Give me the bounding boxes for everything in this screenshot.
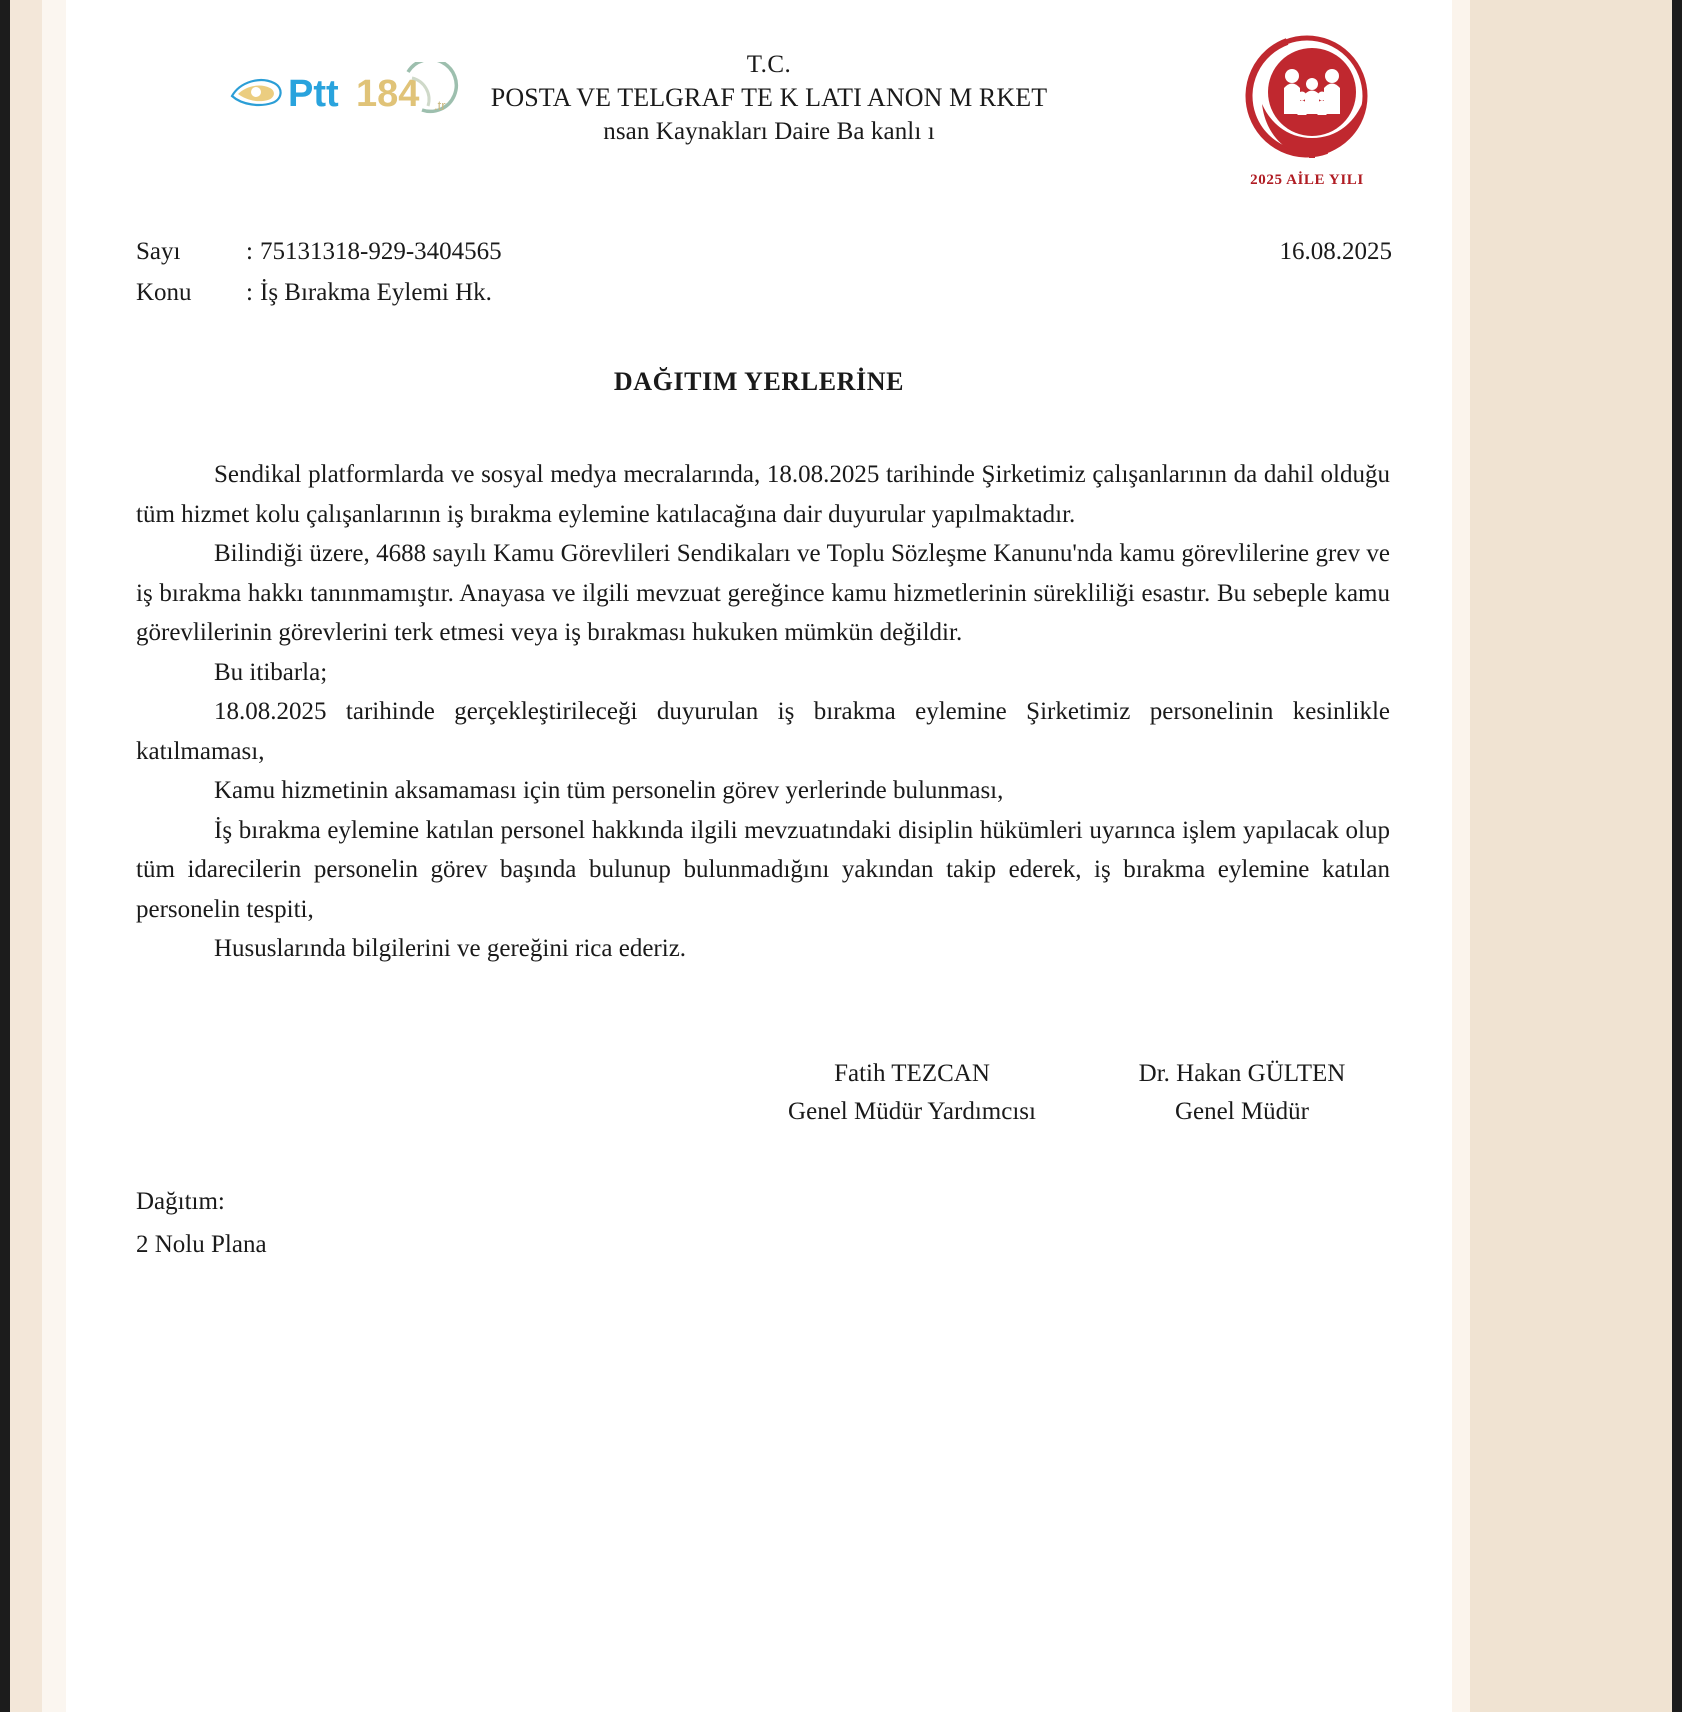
document-date: 16.08.2025 [1279,238,1392,265]
body-paragraph: 18.08.2025 tarihinde gerçekleştirileceği duyurulan iş bırakma eylemine Şirketimiz personelinin kesinlikle katılmaması, [136,698,1390,765]
signature-deputy [732,1055,1092,1133]
document-page [66,0,1452,1712]
distribution-label: Dağıtım: [136,1188,225,1215]
distribution-block [106,1180,1412,1266]
body-paragraph: Bilindiği üzere, 4688 sayılı Kamu Görevlileri Sendikaları ve Toplu Sözleşme Kanunu'nda kamu görevlilerine grev ve iş bırakma hakkı tanınmamıştır. Anayasa ve ilgili mevzuat gereğince kamu hizmetlerinin sürekliliği esastır. Bu sebeple kamu görevlilerinin görevlerini terk etmesi veya iş bırakması hukuken mümkün değildir. [136,540,1390,646]
document-meta [106,232,1412,313]
konu-label: Konu [136,278,192,306]
meta-row-sayi [136,232,1392,273]
konu-value: İş Bırakma Eylemi Hk. [260,278,492,306]
letterhead [106,0,1412,190]
body-paragraph: Hususlarında bilgilerini ve gereğini rica ederiz. [214,935,687,962]
signature-title: Genel Müdür [1175,1098,1309,1126]
sayi-label: Sayı [136,238,181,265]
distribution-item: 2 Nolu Plana [136,1231,267,1258]
sayi-value: 75131318-929-3404565 [260,238,502,265]
aile-yili-emblem [1212,30,1402,205]
body-paragraph: Sendikal platformlarda ve sosyal medya mecralarında, 18.08.2025 tarihinde Şirketimiz çalışanlarının da dahil olduğu tüm hizmet kolu çalışanlarının iş bırakma eylemine katılacağına dair duyurular yapılmaktadır. [136,461,1390,528]
organization-department: nsan Kaynakları Daire Ba kanlı ı [603,118,935,146]
sayi-colon: : [246,238,253,265]
document-body [106,455,1412,969]
signature-name: Fatih TEZCAN [834,1059,990,1087]
body-paragraph: Kamu hizmetinin aksamaması için tüm personelin görev yerlerinde bulunması, [214,777,1004,804]
signature-block [106,1055,1412,1133]
organization-tc: T.C. [746,51,792,78]
meta-row-konu [136,273,1392,314]
svg-text:.tr: .tr [434,98,446,113]
signature-title: Genel Müdür Yardımcısı [788,1098,1036,1126]
signature-name: Dr. Hakan GÜLTEN [1138,1059,1346,1087]
family-year-emblem-icon [1232,30,1382,170]
svg-text:Ptt: Ptt [288,73,339,115]
signature-director [1092,1055,1392,1133]
konu-colon: : [246,278,253,306]
organization-header [406,48,1132,148]
body-paragraph: İş bırakma eylemine katılan personel hakkında ilgili mevzuatındaki disiplin hükümleri uyarınca işlem yapılacak olup tüm idarecilerin personelin görev başında bulunup bulunmadığını yakından takip ederek, iş bırakma eylemine katılan personelin tespiti, [136,816,1390,923]
svg-text:184: 184 [356,73,420,115]
organization-name: POSTA VE TELGRAF TE K LATI ANON M RKET [490,83,1048,112]
emblem-caption: 2025 AİLE YILI [1250,172,1364,188]
body-paragraph: Bu itibarla; [214,658,328,686]
addressee-heading: DAĞITIM YERLERİNE [613,367,905,396]
